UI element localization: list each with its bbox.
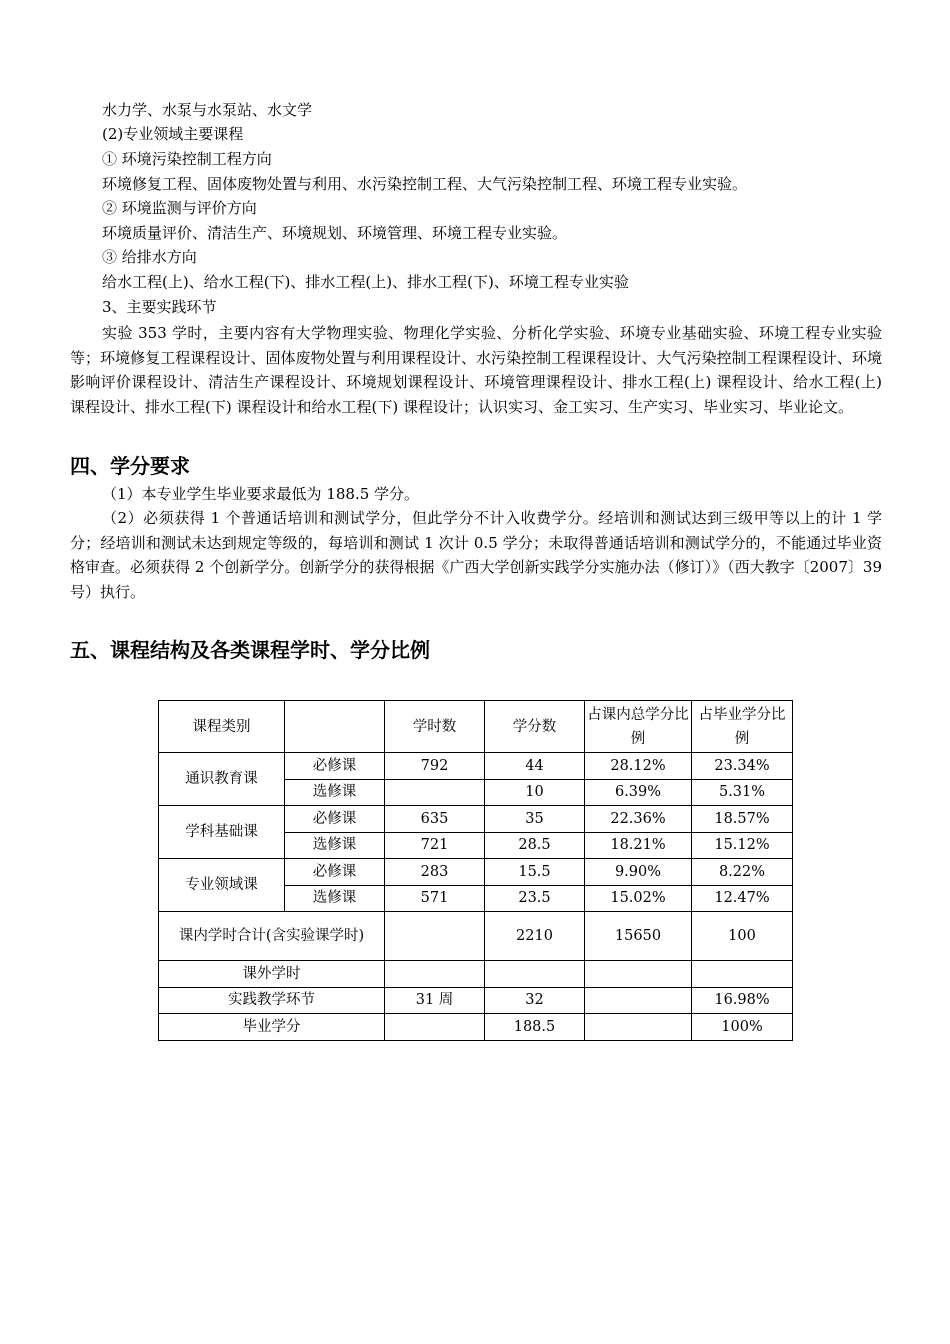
course-list-line: 给水工程(上)、给水工程(下)、排水工程(上)、排水工程(下)、环境工程专业实验	[102, 273, 629, 291]
summary-row	[159, 961, 793, 988]
table-cell: 2210	[485, 912, 585, 961]
table-cell: 5.31%	[692, 779, 793, 806]
table-cell: 100	[692, 912, 793, 961]
table-cell	[692, 961, 793, 988]
table-row	[159, 753, 793, 780]
table-cell: 721	[385, 832, 485, 859]
table-cell: 35	[485, 806, 585, 833]
table-cell: 必修课	[285, 859, 385, 886]
subsection-heading: (2)专业领域主要课程	[102, 125, 244, 143]
credit-requirement-1: （1）本专业学生毕业要求最低为 188.5 学分。	[102, 485, 420, 503]
table-cell	[385, 1014, 485, 1041]
table-cell: 18.21%	[585, 832, 692, 859]
table-cell: 选修课	[285, 832, 385, 859]
summary-row	[159, 987, 793, 1014]
table-cell: 15.02%	[585, 885, 692, 912]
table-header-row	[159, 701, 793, 753]
table-cell	[385, 961, 485, 988]
subsection-heading: 3、主要实践环节	[102, 298, 217, 316]
table-cell: 15.5	[485, 859, 585, 886]
summary-label: 毕业学分	[159, 1014, 385, 1041]
table-cell: 23.34%	[692, 753, 793, 780]
table-cell: 9.90%	[585, 859, 692, 886]
table-cell: 283	[385, 859, 485, 886]
header-cell: 课程类别	[159, 701, 285, 753]
direction-heading: ① 环境污染控制工程方向	[102, 150, 272, 168]
table-row	[159, 859, 793, 886]
course-list-line: 环境修复工程、固体废物处置与利用、水污染控制工程、大气污染控制工程、环境工程专业实验。	[102, 175, 748, 193]
table-cell	[585, 961, 692, 988]
table-cell: 23.5	[485, 885, 585, 912]
table-cell: 44	[485, 753, 585, 780]
table-cell: 8.22%	[692, 859, 793, 886]
table-cell: 15650	[585, 912, 692, 961]
section-heading-structure: 五、课程结构及各类课程学时、学分比例	[70, 638, 430, 662]
group-cell: 专业领域课	[159, 859, 285, 912]
table-cell: 15.12%	[692, 832, 793, 859]
table-cell: 32	[485, 987, 585, 1014]
section-heading-credits: 四、学分要求	[70, 454, 190, 478]
header-cell: 占课内总学分比例	[585, 701, 692, 753]
table-cell: 635	[385, 806, 485, 833]
table-cell: 必修课	[285, 753, 385, 780]
table-cell: 28.12%	[585, 753, 692, 780]
table-cell: 选修课	[285, 779, 385, 806]
table-cell: 12.47%	[692, 885, 793, 912]
summary-row	[159, 1014, 793, 1041]
table-cell: 选修课	[285, 885, 385, 912]
table-cell: 6.39%	[585, 779, 692, 806]
practice-paragraph: 实验 353 学时，主要内容有大学物理实验、物理化学实验、分析化学实验、环境专业基础实验、环境工程专业实验等；环境修复工程课程设计、固体废物处置与利用课程设计、水污染控制工程课程设计、大气污染控制工程课程设计、环境影响评价课程设计、清洁生产课程设计、环境规划课程设计、环境管理课程设计、排水工程(上) 课程设计、给水工程(上) 课程设计、排水工程(下) 课程设计和给水工程(下) 课程设计；认识实习、金工实习、生产实习、毕业实习、毕业论文。	[70, 324, 882, 416]
table-cell: 必修课	[285, 806, 385, 833]
table-cell: 22.36%	[585, 806, 692, 833]
table-cell	[385, 912, 485, 961]
table-cell	[585, 987, 692, 1014]
group-cell: 学科基础课	[159, 806, 285, 859]
header-cell	[285, 701, 385, 753]
table-cell	[485, 961, 585, 988]
direction-heading: ③ 给排水方向	[102, 248, 197, 266]
credit-requirement-2: （2）必须获得 1 个普通话培训和测试学分，但此学分不计入收费学分。经培训和测试达到三级甲等以上的计 1 学分；经培训和测试未达到规定等级的，每培训和测试 1 次计 0.5 学分；未取得普通话培训和测试学分的，不能通过毕业资格审查。必须获得 2 个创新学分。创新学分的获得根据《广西大学创新实践学分实施办法（修订）》（西大教字〔2007〕39 号）执行。	[70, 509, 882, 601]
summary-label: 实践教学环节	[159, 987, 385, 1014]
header-cell: 学分数	[485, 701, 585, 753]
summary-label: 课外学时	[159, 961, 385, 988]
header-cell: 占毕业学分比例	[692, 701, 793, 753]
table-cell: 100%	[692, 1014, 793, 1041]
table-cell: 28.5	[485, 832, 585, 859]
group-cell: 通识教育课	[159, 753, 285, 806]
table-cell: 792	[385, 753, 485, 780]
credit-structure-table	[158, 700, 793, 1041]
table-cell	[385, 779, 485, 806]
header-cell: 学时数	[385, 701, 485, 753]
direction-heading: ② 环境监测与评价方向	[102, 199, 257, 217]
table-cell: 10	[485, 779, 585, 806]
summary-label: 课内学时合计(含实验课学时)	[159, 912, 385, 961]
summary-row	[159, 912, 793, 961]
table-cell: 31 周	[385, 987, 485, 1014]
table-cell	[585, 1014, 692, 1041]
table-cell: 571	[385, 885, 485, 912]
table-row	[159, 806, 793, 833]
course-list-line: 环境质量评价、清洁生产、环境规划、环境管理、环境工程专业实验。	[102, 224, 568, 242]
table-cell: 18.57%	[692, 806, 793, 833]
table-cell: 16.98%	[692, 987, 793, 1014]
table-cell: 188.5	[485, 1014, 585, 1041]
course-list-line: 水力学、水泵与水泵站、水文学	[102, 101, 313, 119]
